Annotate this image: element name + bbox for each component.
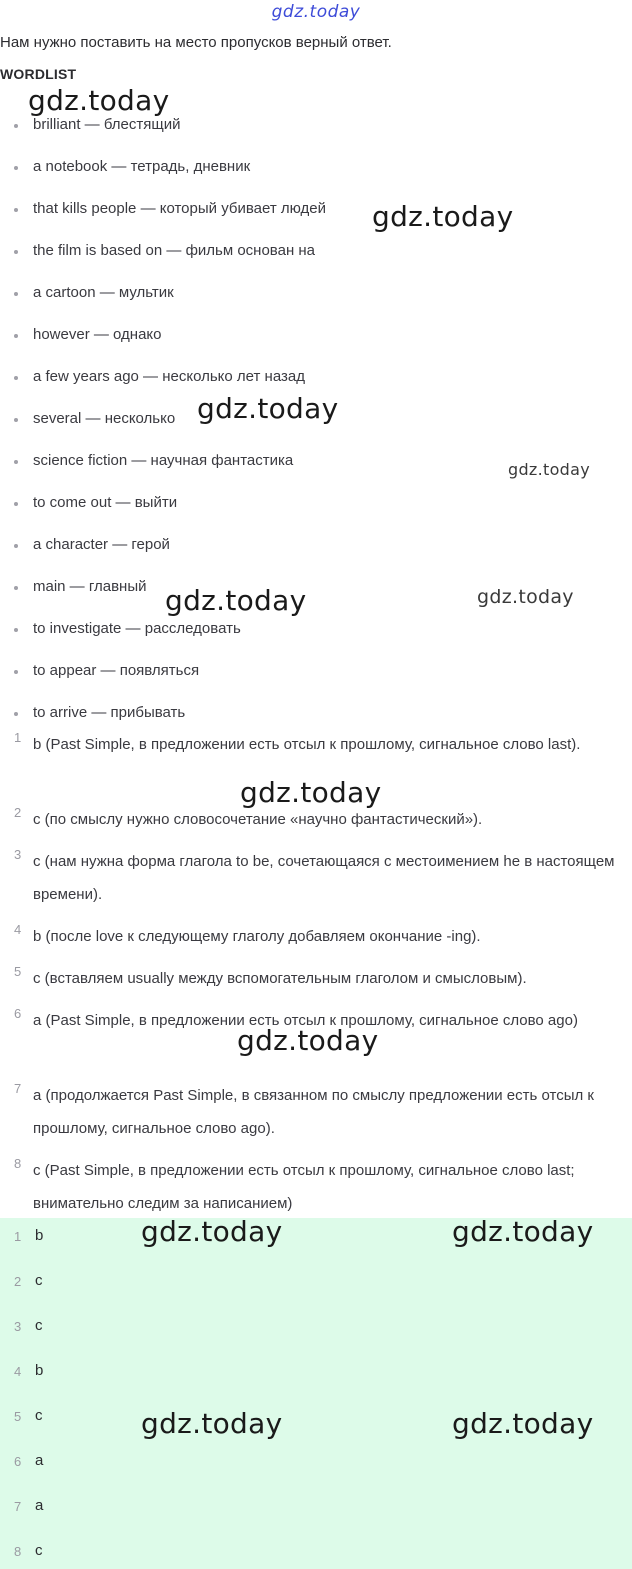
bullet-icon	[14, 418, 18, 422]
intro-text: Нам нужно поставить на место пропусков верный ответ.	[0, 34, 392, 51]
wordlist-item-text: a cartoon — мультик	[33, 284, 174, 301]
watermark: gdz.today	[372, 200, 514, 233]
answer-number: 8	[14, 1156, 22, 1171]
watermark: gdz.today	[237, 1024, 379, 1057]
wordlist-item-text: to arrive — прибывать	[33, 704, 186, 721]
answer-number: 1	[14, 730, 22, 745]
wordlist-item-text: a character — герой	[33, 536, 170, 553]
watermark: gdz.today	[141, 1215, 283, 1248]
answer-text: a (Past Simple, в предложении есть отсыл к прошлому, сигнальное слово ago)	[33, 1012, 578, 1029]
answer-text: c (нам нужна форма глагола to be, сочетающаяся с местоимением he в настоящем времени).	[33, 853, 615, 903]
answer-number: 5	[14, 964, 22, 979]
wordlist-title: WORDLIST	[0, 66, 77, 82]
wordlist-item-text: a few years ago — несколько лет назад	[33, 368, 305, 385]
short-answer-value: a	[35, 1497, 44, 1514]
wordlist-item-text: that kills people — который убивает людей	[33, 200, 326, 217]
watermark: gdz.today	[477, 586, 574, 608]
site-logo[interactable]: gdz.today	[271, 2, 361, 22]
bullet-icon	[14, 502, 18, 506]
bullet-icon	[14, 544, 18, 548]
short-answer-number: 2	[14, 1274, 22, 1289]
short-answer-number: 6	[14, 1454, 22, 1469]
short-answer-value: c	[35, 1407, 43, 1424]
watermark: gdz.today	[28, 84, 170, 117]
short-answer-number: 4	[14, 1364, 22, 1379]
answer-text: c (по смыслу нужно словосочетание «научно фантастический»).	[33, 811, 483, 828]
watermark: gdz.today	[240, 776, 382, 809]
wordlist-item-text: several — несколько	[33, 410, 176, 427]
wordlist-item-text: to come out — выйти	[33, 494, 178, 511]
bullet-icon	[14, 166, 18, 170]
bullet-icon	[14, 586, 18, 590]
short-answer-number: 8	[14, 1544, 22, 1559]
short-answer-number: 3	[14, 1319, 22, 1334]
answer-text: b (Past Simple, в предложении есть отсыл к прошлому, сигнальное слово last).	[33, 736, 581, 753]
watermark: gdz.today	[197, 392, 339, 425]
answer-text: b (после love к следующему глаголу добавляем окончание -ing).	[33, 928, 481, 945]
wordlist-item-text: however — однако	[33, 326, 162, 343]
short-answer-value: c	[35, 1542, 43, 1559]
short-answer-number: 7	[14, 1499, 22, 1514]
answer-number: 6	[14, 1006, 22, 1021]
answer-number: 7	[14, 1081, 22, 1096]
bullet-icon	[14, 208, 18, 212]
short-answer-value: a	[35, 1452, 44, 1469]
watermark: gdz.today	[452, 1407, 594, 1440]
bullet-icon	[14, 460, 18, 464]
answer-number: 3	[14, 847, 22, 862]
watermark: gdz.today	[141, 1407, 283, 1440]
wordlist-item-text: science fiction — научная фантастика	[33, 452, 294, 469]
watermark: gdz.today	[452, 1215, 594, 1248]
wordlist-item-text: main — главный	[33, 578, 147, 595]
short-answer-value: b	[35, 1362, 44, 1379]
wordlist-item-text: the film is based on — фильм основан на	[33, 242, 316, 259]
wordlist-item-text: to investigate — расследовать	[33, 620, 241, 637]
wordlist-item-text: to appear — появляться	[33, 662, 200, 679]
bullet-icon	[14, 376, 18, 380]
bullet-icon	[14, 670, 18, 674]
watermark: gdz.today	[165, 584, 307, 617]
short-answer-number: 5	[14, 1409, 22, 1424]
bullet-icon	[14, 334, 18, 338]
watermark: gdz.today	[508, 460, 590, 479]
short-answer-value: c	[35, 1317, 43, 1334]
bullet-icon	[14, 124, 18, 128]
short-answer-value: c	[35, 1272, 43, 1289]
bullet-icon	[14, 712, 18, 716]
bullet-icon	[14, 250, 18, 254]
short-answers-panel	[0, 1218, 632, 1569]
answer-text: c (Past Simple, в предложении есть отсыл к прошлому, сигнальное слово last; внимательно следим за написанием)	[33, 1162, 575, 1212]
answer-text: c (вставляем usually между вспомогательным глаголом и смысловым).	[33, 970, 527, 987]
answer-number: 4	[14, 922, 22, 937]
bullet-icon	[14, 628, 18, 632]
wordlist-item-text: a notebook — тетрадь, дневник	[33, 158, 251, 175]
short-answer-value: b	[35, 1227, 44, 1244]
bullet-icon	[14, 292, 18, 296]
answer-text: a (продолжается Past Simple, в связанном по смыслу предложении есть отсыл к прошлому, сигнальное слово ago).	[33, 1087, 594, 1137]
wordlist-item-text: brilliant — блестящий	[33, 116, 181, 133]
short-answer-number: 1	[14, 1229, 22, 1244]
answer-number: 2	[14, 805, 22, 820]
